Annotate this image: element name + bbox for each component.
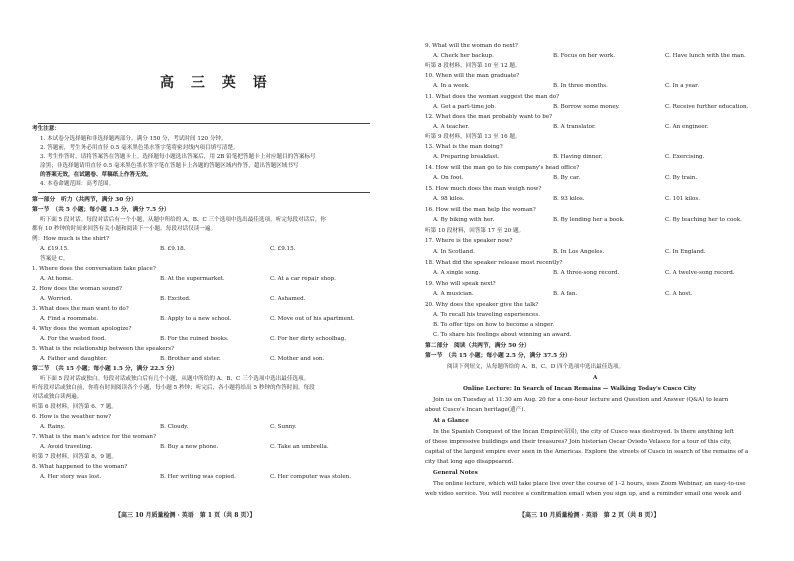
page-footer: 【高三 10 月质量检测 · 英语 第 1 页（共 8 页）】	[115, 512, 256, 519]
question: 9. What will the woman do next?	[425, 43, 518, 49]
option: C. Move out of his apartment.	[270, 316, 355, 322]
instructions: 听下面 5 段对话。每段对话后有一个小题，从题中所给的 A、B、C 三个选项中选出最佳选项。听完每段对话后，你	[40, 217, 327, 223]
option: C. A host.	[665, 291, 693, 297]
part-heading: 第一部分 听力（共两节，满分 30 分）	[32, 197, 137, 203]
option: B. For the ruined books.	[160, 336, 229, 342]
question: 10. When will the man graduate?	[425, 73, 520, 79]
option: A. Check her backup.	[433, 53, 494, 59]
paragraph-line: In the Spanish Conquest of the Incan Empire(帝国), the city of Cusco was destroyed. Is there anything left	[433, 429, 734, 435]
option: C. For her dirty schoolbag.	[270, 336, 347, 342]
option: C. £9.15.	[270, 246, 296, 252]
option: B. Brother and sister.	[160, 356, 221, 362]
option: B. A translator.	[553, 124, 596, 130]
option: C. At a car repair shop.	[270, 276, 336, 282]
question: 2. How does the woman sound?	[32, 286, 122, 292]
instructions: 听每段对话或独白前，你将有时间阅读各个小题，每小题 5 秒钟；听完后，各小题将给出 5 秒钟的作答时间。每段	[32, 385, 315, 391]
option: B. Her writing was copied.	[160, 474, 236, 480]
material-note: 听第 10 段材料，回答第 17 至 20 题。	[425, 228, 525, 234]
material-note: 听第 7 段材料，回答第 8、9 题。	[32, 454, 117, 460]
option: B. Cloudy.	[160, 424, 189, 430]
exam-title: 高 三 英 语	[160, 75, 273, 91]
option: C. To share his feelings about winning an award.	[433, 332, 572, 338]
material-note: 听第 9 段材料，回答第 13 至 16 题。	[425, 134, 521, 140]
section-heading: 第一节 （共 5 小题；每小题 1.5 分，满分 7.5 分）	[32, 207, 170, 213]
notice-line: 涂黑；非选择题请用直径 0.5 毫米黑色墨水签字笔在答题卡上各题的答题区域内作答，超出答题区域书写	[40, 163, 299, 169]
option: B. Apply to a new school.	[160, 316, 232, 322]
option: A. A musician.	[433, 291, 474, 297]
page-right	[397, 0, 794, 561]
question: 18. What did the speaker release most recently?	[425, 260, 563, 266]
option: B. 93 kilos.	[553, 196, 585, 202]
option: B. To offer tips on how to become a singer.	[433, 322, 555, 328]
question: 8. What happened to the woman?	[32, 464, 128, 470]
option: B. In three months.	[553, 83, 608, 89]
notice-line: 2. 答题前，考生务必用直径 0.5 毫米黑色墨水签字笔将密封线内项目填写清楚。	[40, 145, 239, 151]
option: C. Exercising.	[665, 154, 705, 160]
option: B. £9.18.	[160, 246, 186, 252]
option: B. By lending her a book.	[553, 217, 625, 223]
option: A. 98 kilos.	[433, 196, 465, 202]
question: 20. Why does the speaker give the talk?	[425, 302, 539, 308]
notice-line: 3. 考生作答时，请将答案答在答题卡上。选择题每小题选出答案后，用 2B 铅笔把答题卡上对应题目的答案标号	[40, 154, 316, 160]
option: C. Her computer was stolen.	[270, 474, 352, 480]
option: C. A twelve-song record.	[665, 270, 735, 276]
paragraph-line: of these impressive buildings and their treasures? Join historian Oscar Oviedo Velasco for a tour of this city,	[425, 439, 732, 445]
option: A. Avoid traveling.	[40, 444, 93, 450]
notice-line: 1. 本试卷分选择题和非选择题两部分。满分 150 分，考试时间 120 分钟。	[40, 136, 227, 142]
option: C. Receive further education.	[665, 104, 749, 110]
option: A. Worried.	[40, 296, 73, 302]
question: 6. How is the weather now?	[32, 414, 112, 420]
example-answer: 答案是 C。	[40, 256, 69, 262]
subheading: At a Glance	[433, 418, 469, 424]
option: A. A single song.	[433, 270, 481, 276]
option: A. On foot.	[433, 175, 464, 181]
paragraph-line: capital of the largest empire ever seen in the Americas. Explore the streets of Cusco in search of the remains of a	[425, 449, 749, 455]
question: 13. What is the man doing?	[425, 144, 503, 150]
section-heading: 第二节 （共 15 小题；每小题 1.5 分，满分 22.5 分）	[32, 366, 178, 372]
paragraph-line: Join us on Tuesday at 11:30 am Aug. 20 for a one-hour lecture and Question and Answer (Q&A) to learn	[433, 397, 729, 403]
option: B. Focus on her work.	[553, 53, 616, 59]
question: 17. Where is the speaker now?	[425, 238, 513, 244]
option: C. In a year.	[665, 83, 699, 89]
material-note: 听第 8 段材料，回答第 10 至 12 题。	[425, 63, 521, 69]
option: A. For the wasted food.	[40, 336, 107, 342]
divider	[38, 192, 370, 193]
paragraph-line: web video service. You will receive a confirmation email when you sign up, and a reminder email one week and	[425, 491, 742, 497]
instructions: 对话或独白读两遍。	[32, 394, 83, 400]
question: 5. What is the relationship between the speakers?	[32, 346, 175, 352]
subheading: General Notes	[433, 470, 478, 476]
paragraph-line: The online lecture, which will take place live over the course of 1–2 hours, uses Zoom Webinar, an easy-to-use	[433, 481, 746, 487]
option: C. Have lunch with the man.	[665, 53, 746, 59]
question: 11. What does the woman suggest the man do?	[425, 94, 560, 100]
option: A. Rainy.	[40, 424, 65, 430]
option: B. By car.	[553, 175, 581, 181]
option: A. £19.15.	[40, 246, 69, 252]
option: B. Excited.	[160, 296, 191, 302]
option: B. Borrow some money.	[553, 104, 620, 110]
option: B. At the supermarket.	[160, 276, 225, 282]
question: 4. Why does the woman apologize?	[32, 326, 132, 332]
passage-title: Online Lecture: In Search of Incan Remains — Walking Today's Cusco City	[463, 386, 696, 392]
option: C. Ashamed.	[270, 296, 306, 302]
option: C. Mother and son.	[270, 356, 325, 362]
option: C. An engineer.	[665, 124, 709, 130]
option: A. Father and daughter.	[40, 356, 108, 362]
question: 19. Who will speak next?	[425, 281, 496, 287]
notice-line: 4. 本卷命题范围：高考范围。	[40, 181, 115, 187]
question: 16. How will the man help the woman?	[425, 207, 536, 213]
paragraph-line: about Cusco's Incan heritage(遗产).	[425, 407, 526, 413]
instructions: 阅读下列短文，从每题所给的 A、B、C、D 四个选项中选出最佳选项。	[447, 364, 625, 370]
question: 7. What is the man's advice for the woman?	[32, 434, 156, 440]
notice-title: 考生注意：	[32, 126, 60, 132]
part-heading: 第二部分 阅读（共两节，满分 50 分）	[425, 343, 530, 349]
option: C. 101 kilos.	[665, 196, 701, 202]
option: A. By biking with her.	[433, 217, 495, 223]
option: A. Find a roommate.	[40, 316, 99, 322]
question: 14. How will the man go to his company's head office?	[425, 165, 580, 171]
question: 1. Where does the conversation take place?	[32, 266, 156, 272]
option: A. Her story was lost.	[40, 474, 102, 480]
option: B. Buy a new phone.	[160, 444, 219, 450]
option: B. A three-song record.	[553, 270, 620, 276]
section-heading: 第一节 （共 15 小题；每小题 2.5 分，满分 37.5 分）	[425, 353, 571, 359]
option: A. A teacher.	[433, 124, 470, 130]
example-question: 例：How much is the shirt?	[32, 236, 109, 242]
question: 15. How much does the man weigh now?	[425, 186, 542, 192]
option: A. Get a part-time job.	[433, 104, 497, 110]
divider	[38, 123, 370, 124]
page-footer: 【高三 10 月质量检测 · 英语 第 2 页（共 8 页）】	[519, 512, 660, 519]
option: A. In Scotland.	[433, 249, 475, 255]
option: A. In a week.	[433, 83, 470, 89]
option: C. By train.	[665, 175, 698, 181]
passage-label: A	[593, 375, 598, 381]
material-note: 听第 6 段材料，回答第 6、7 题。	[32, 404, 117, 410]
instructions: 都有 10 秒钟的时间来回答有关小题和阅读下一小题。每段对话仅读一遍。	[32, 226, 217, 232]
option: B. A fan.	[553, 291, 578, 297]
question: 3. What does the man want to do?	[32, 306, 129, 312]
notice-line: 的答案无效，在试题卷、草稿纸上作答无效。	[40, 172, 152, 178]
option: C. By teaching her to cook.	[665, 217, 742, 223]
option: B. Having dinner.	[553, 154, 603, 160]
option: B. In Los Angeles.	[553, 249, 605, 255]
option: A. Preparing breakfast.	[433, 154, 500, 160]
paragraph-line: city that long ago disappeared.	[425, 459, 514, 465]
option: A. To recall his traveling experiences.	[433, 312, 540, 318]
option: A. At home.	[40, 276, 73, 282]
question: 12. What does the man probably want to be?	[425, 114, 553, 120]
instructions: 听下面 5 段对话或独白。每段对话或独白后有几个小题，从题中所给的 A、B、C 三个选项中选出最佳选项。	[40, 376, 310, 382]
option: C. Sunny.	[270, 424, 297, 430]
option: C. Take an umbrella.	[270, 444, 329, 450]
option: C. In England.	[665, 249, 706, 255]
